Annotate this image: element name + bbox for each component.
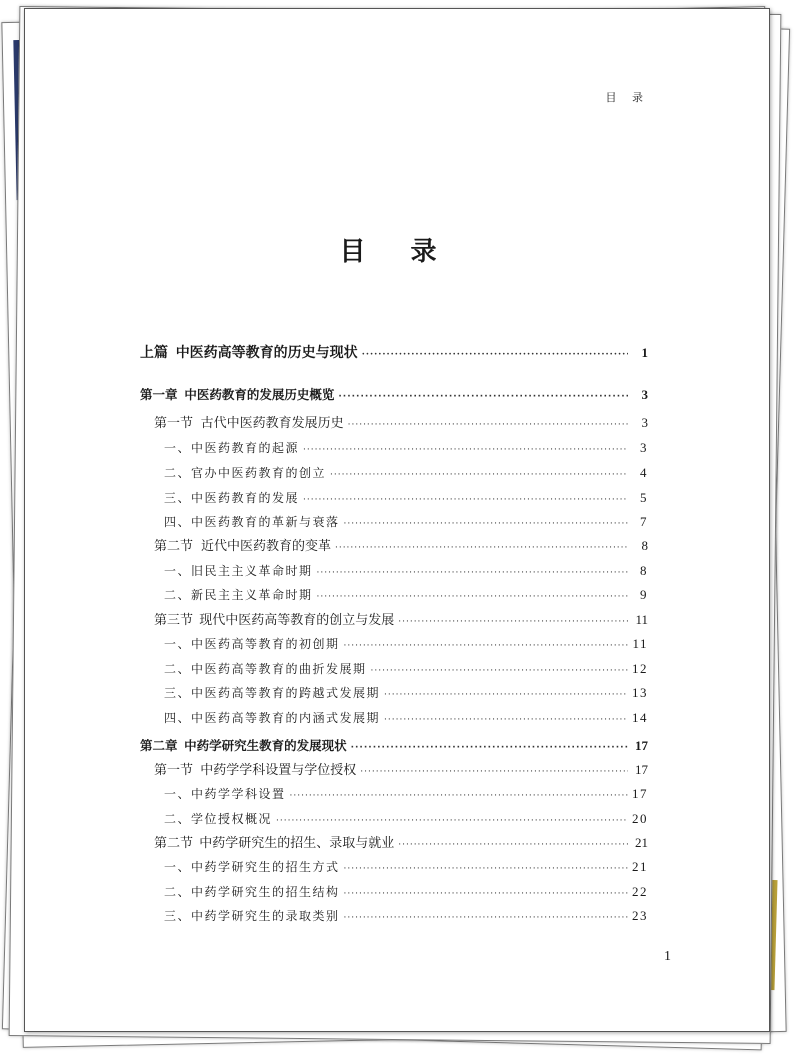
toc-entry-label: 一、旧民主主义革命时期	[164, 564, 313, 578]
toc-entry-label: 三、中药学研究生的录取类别	[164, 909, 340, 923]
toc-entry-label: 一、中药学研究生的招生方式	[164, 860, 340, 874]
toc-entry-part[interactable]	[140, 345, 648, 361]
toc-entry-section[interactable]	[140, 415, 648, 431]
dot-leader	[317, 589, 628, 605]
toc-entry-label: 三、中医药高等教育的跨越式发展期	[164, 686, 381, 700]
toc-entry-item[interactable]	[140, 661, 648, 677]
toc-page	[24, 8, 770, 1032]
toc-entry-page: 9	[640, 587, 648, 602]
dot-leader	[317, 565, 628, 581]
toc-entry-label: 四、中医药教育的革新与衰落	[164, 515, 340, 529]
toc-entry-label: 二、新民主主义革命时期	[164, 588, 313, 602]
page-title: 目 录	[339, 237, 455, 267]
toc-entry-item[interactable]	[140, 587, 648, 603]
toc-entry-page: 17	[635, 762, 648, 777]
dot-leader	[303, 442, 628, 458]
toc-entry-page: 3	[641, 415, 648, 430]
toc-entry-page: 8	[641, 538, 648, 553]
toc-entry-section[interactable]	[140, 762, 648, 778]
toc-entry-number: 第二章	[140, 738, 178, 753]
toc-entry-item[interactable]	[140, 786, 648, 802]
toc-entry-label: 一、中医药教育的起源	[164, 441, 300, 455]
toc-entry-page: 11	[635, 612, 648, 627]
dot-leader	[344, 516, 628, 532]
toc-entry-number: 第一节	[154, 416, 194, 431]
dot-leader	[344, 886, 628, 902]
dot-leader	[398, 837, 628, 853]
toc-entry-item[interactable]	[140, 908, 648, 924]
toc-entry-item[interactable]	[140, 514, 648, 530]
dot-leader	[351, 740, 628, 756]
dot-leader	[362, 347, 628, 363]
dot-leader	[384, 687, 628, 703]
toc-entry-page: 11	[632, 636, 648, 651]
dot-leader	[348, 417, 628, 433]
toc-entry-page: 23	[632, 908, 648, 923]
toc-entry-chapter[interactable]	[140, 738, 648, 754]
dot-leader	[398, 614, 628, 630]
toc-entry-page: 22	[632, 884, 648, 899]
toc-entry-page: 5	[640, 490, 648, 505]
toc-entry-page: 14	[632, 710, 648, 725]
toc-entry-page: 13	[632, 685, 648, 700]
toc-entry-label: 二、官办中医药教育的创立	[164, 466, 327, 480]
toc-entry-number: 第二节	[154, 836, 194, 851]
toc-entry-page: 21	[632, 859, 648, 874]
toc-entry-number: 第一节	[154, 763, 194, 778]
toc-entry-label: 中药学研究生教育的发展现状	[184, 738, 347, 753]
toc-entry-item[interactable]	[140, 563, 648, 579]
dot-leader	[384, 712, 628, 728]
toc-entry-number: 第三节	[154, 613, 194, 628]
toc-entry-item[interactable]	[140, 465, 648, 481]
toc-entry-number: 上篇	[140, 345, 168, 361]
dot-leader	[344, 861, 628, 877]
toc-entry-page: 20	[632, 811, 648, 826]
dot-leader	[360, 764, 628, 780]
toc-entry-page: 1	[641, 345, 648, 360]
dot-leader	[371, 663, 628, 679]
toc-entry-item[interactable]	[140, 884, 648, 900]
toc-entry-label: 中药学学科设置与学位授权	[200, 763, 357, 778]
dot-leader	[344, 910, 628, 926]
toc-entry-label: 三、中医药教育的发展	[164, 491, 300, 505]
toc-entry-item[interactable]	[140, 636, 648, 652]
toc-entry-page: 3	[641, 387, 648, 402]
toc-entry-item[interactable]	[140, 710, 648, 726]
toc-entry-page: 17	[635, 738, 648, 753]
toc-entry-item[interactable]	[140, 490, 648, 506]
toc-entry-page: 3	[640, 440, 648, 455]
toc-entry-item[interactable]	[140, 685, 648, 701]
toc-entry-item[interactable]	[140, 811, 648, 827]
toc-entry-page: 12	[632, 661, 648, 676]
toc-entry-label: 近代中医药教育的变革	[200, 539, 331, 554]
toc-entry-label: 现代中医药高等教育的创立与发展	[199, 613, 395, 628]
toc-entry-number: 第二节	[154, 539, 194, 554]
toc-entry-label: 古代中医药教育发展历史	[200, 416, 344, 431]
toc-entry-label: 二、中药学研究生的招生结构	[164, 885, 340, 899]
toc-entry-page: 8	[640, 563, 648, 578]
toc-entry-label: 中医药高等教育的历史与现状	[175, 345, 358, 361]
dot-leader	[338, 389, 628, 405]
toc-entry-label: 二、学位授权概况	[164, 812, 273, 826]
toc-entry-page: 7	[640, 514, 648, 529]
dot-leader	[330, 467, 628, 483]
toc-entry-label: 二、中医药高等教育的曲折发展期	[164, 662, 367, 676]
toc-entry-page: 4	[640, 465, 648, 480]
toc-entry-label: 中医药教育的发展历史概览	[184, 387, 335, 402]
toc-entry-number: 第一章	[140, 387, 178, 402]
toc-entry-item[interactable]	[140, 440, 648, 456]
toc-entry-label: 一、中药学学科设置	[164, 787, 286, 801]
toc-entry-label: 中药学研究生的招生、录取与就业	[199, 836, 395, 851]
toc-entry-section[interactable]	[140, 538, 648, 554]
page-number: 1	[664, 949, 671, 964]
toc-entry-page: 17	[632, 786, 648, 801]
toc-entry-section[interactable]	[140, 612, 648, 628]
running-head: 目 录	[605, 91, 649, 104]
toc-entry-label: 一、中医药高等教育的初创期	[164, 637, 340, 651]
toc-entry-page: 21	[635, 835, 648, 850]
dot-leader	[290, 788, 628, 804]
dot-leader	[276, 813, 628, 829]
dot-leader	[344, 638, 628, 654]
toc-entry-label: 四、中医药高等教育的内涵式发展期	[164, 711, 381, 725]
dot-leader	[335, 540, 628, 556]
toc-entry-section[interactable]	[140, 835, 648, 851]
dot-leader	[303, 492, 628, 508]
toc-entry-item[interactable]	[140, 859, 648, 875]
toc-entry-chapter[interactable]	[140, 387, 648, 403]
